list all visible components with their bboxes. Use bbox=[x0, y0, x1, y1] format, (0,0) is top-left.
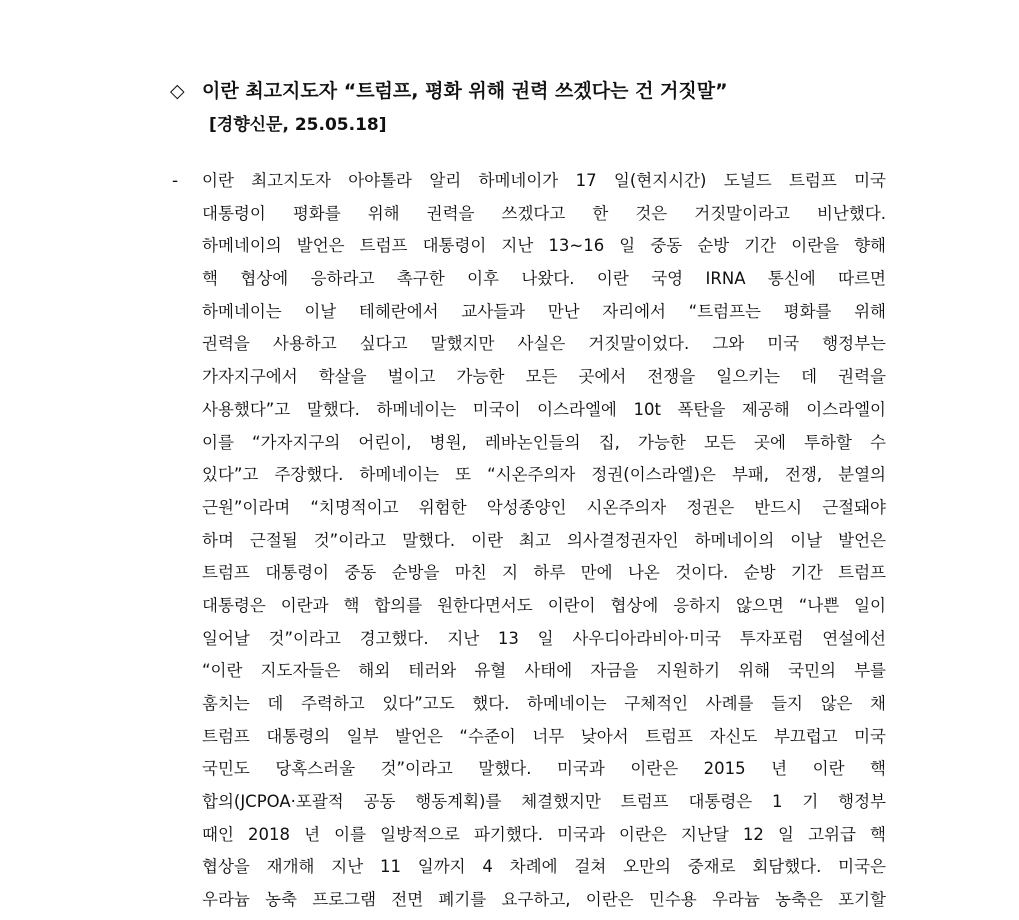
dash-bullet: - bbox=[172, 171, 179, 191]
body-line: 있다”고 주장했다. 하메네이는 또 “시온주의자 정권(이스라엘)은 부패, 전쟁, 분열의 bbox=[202, 465, 886, 485]
body-line: 하메네이의 발언은 트럼프 대통령이 지난 13~16 일 중동 순방 기간 이란을 향해 bbox=[202, 236, 886, 256]
body-line: 트럼프 대통령의 일부 발언은 “수준이 너무 낮아서 트럼프 자신도 부끄럽고 미국 bbox=[202, 726, 886, 746]
body-line: 협상을 재개해 지난 11 일까지 4 차례에 걸쳐 오만의 중재로 회담했다. 미국은 bbox=[202, 857, 886, 877]
body-line: 이란 최고지도자 아야톨라 알리 하메네이가 17 일(현지시간) 도널드 트럼프 미국 bbox=[202, 171, 886, 190]
body-line: 사용했다”고 말했다. 하메네이는 미국이 이스라엘에 10t 폭탄을 제공해 이스라엘이 bbox=[202, 399, 886, 419]
article-body bbox=[202, 168, 886, 920]
body-line: 트럼프 대통령이 중동 순방을 마친 지 하루 만에 나온 것이다. 순방 기간 트럼프 bbox=[202, 563, 886, 583]
body-line: 대통령은 이란과 핵 합의를 원한다면서도 이란이 협상에 응하지 않으면 “나쁜 일이 bbox=[202, 595, 886, 615]
body-line: 우라늄 농축 프로그램 전면 폐기를 요구하고, 이란은 민수용 우라늄 농축은 포기할 bbox=[202, 890, 886, 910]
article-source: [경향신문, 25.05.18] bbox=[209, 115, 387, 135]
diamond-bullet-icon: ◇ bbox=[170, 80, 185, 102]
body-line: 하며 근절될 것”이라고 말했다. 이란 최고 의사결정권자인 하메네이의 이날 발언은 bbox=[202, 530, 886, 550]
headline-text: 이란 최고지도자 “트럼프, 평화 위해 권력 쓰겠다는 건 거짓말” bbox=[202, 80, 728, 102]
body-line: 합의(JCPOA·포괄적 공동 행동계획)를 체결했지만 트럼프 대통령은 1 기 행정부 bbox=[202, 792, 886, 812]
body-line: “이란 지도자들은 해외 테러와 유혈 사태에 자금을 지원하기 위해 국민의 부를 bbox=[202, 661, 886, 681]
body-line: 일어날 것”이라고 경고했다. 지난 13 일 사우디아라비아·미국 투자포럼 연설에선 bbox=[202, 628, 886, 648]
body-line: 국민도 당혹스러울 것”이라고 말했다. 미국과 이란은 2015 년 이란 핵 bbox=[202, 759, 886, 779]
body-line: 때인 2018 년 이를 일방적으로 파기했다. 미국과 이란은 지난달 12 일 고위급 핵 bbox=[202, 824, 886, 844]
body-line: 하메네이는 이날 테헤란에서 교사들과 만난 자리에서 “트럼프는 평화를 위해 bbox=[202, 301, 886, 321]
body-line: 가자지구에서 학살을 벌이고 가능한 모든 곳에서 전쟁을 일으키는 데 권력을 bbox=[202, 367, 886, 387]
body-line: 핵 협상에 응하라고 촉구한 이후 나왔다. 이란 국영 IRNA 통신에 따르면 bbox=[202, 269, 886, 289]
body-line: 대통령이 평화를 위해 권력을 쓰겠다고 한 것은 거짓말이라고 비난했다. bbox=[202, 203, 886, 223]
article-headline bbox=[170, 78, 970, 104]
body-line: 이를 “가자지구의 어린이, 병원, 레바논인들의 집, 가능한 모든 곳에 투하할 수 bbox=[202, 432, 886, 452]
body-line: 근원”이라며 “치명적이고 위험한 악성종양인 시온주의자 정권은 반드시 근절돼야 bbox=[202, 497, 886, 517]
body-line: 훔치는 데 주력하고 있다”고도 했다. 하메네이는 구체적인 사례를 들지 않은 채 bbox=[202, 694, 886, 713]
body-line: 권력을 사용하고 싶다고 말했지만 사실은 거짓말이었다. 그와 미국 행정부는 bbox=[202, 334, 886, 354]
